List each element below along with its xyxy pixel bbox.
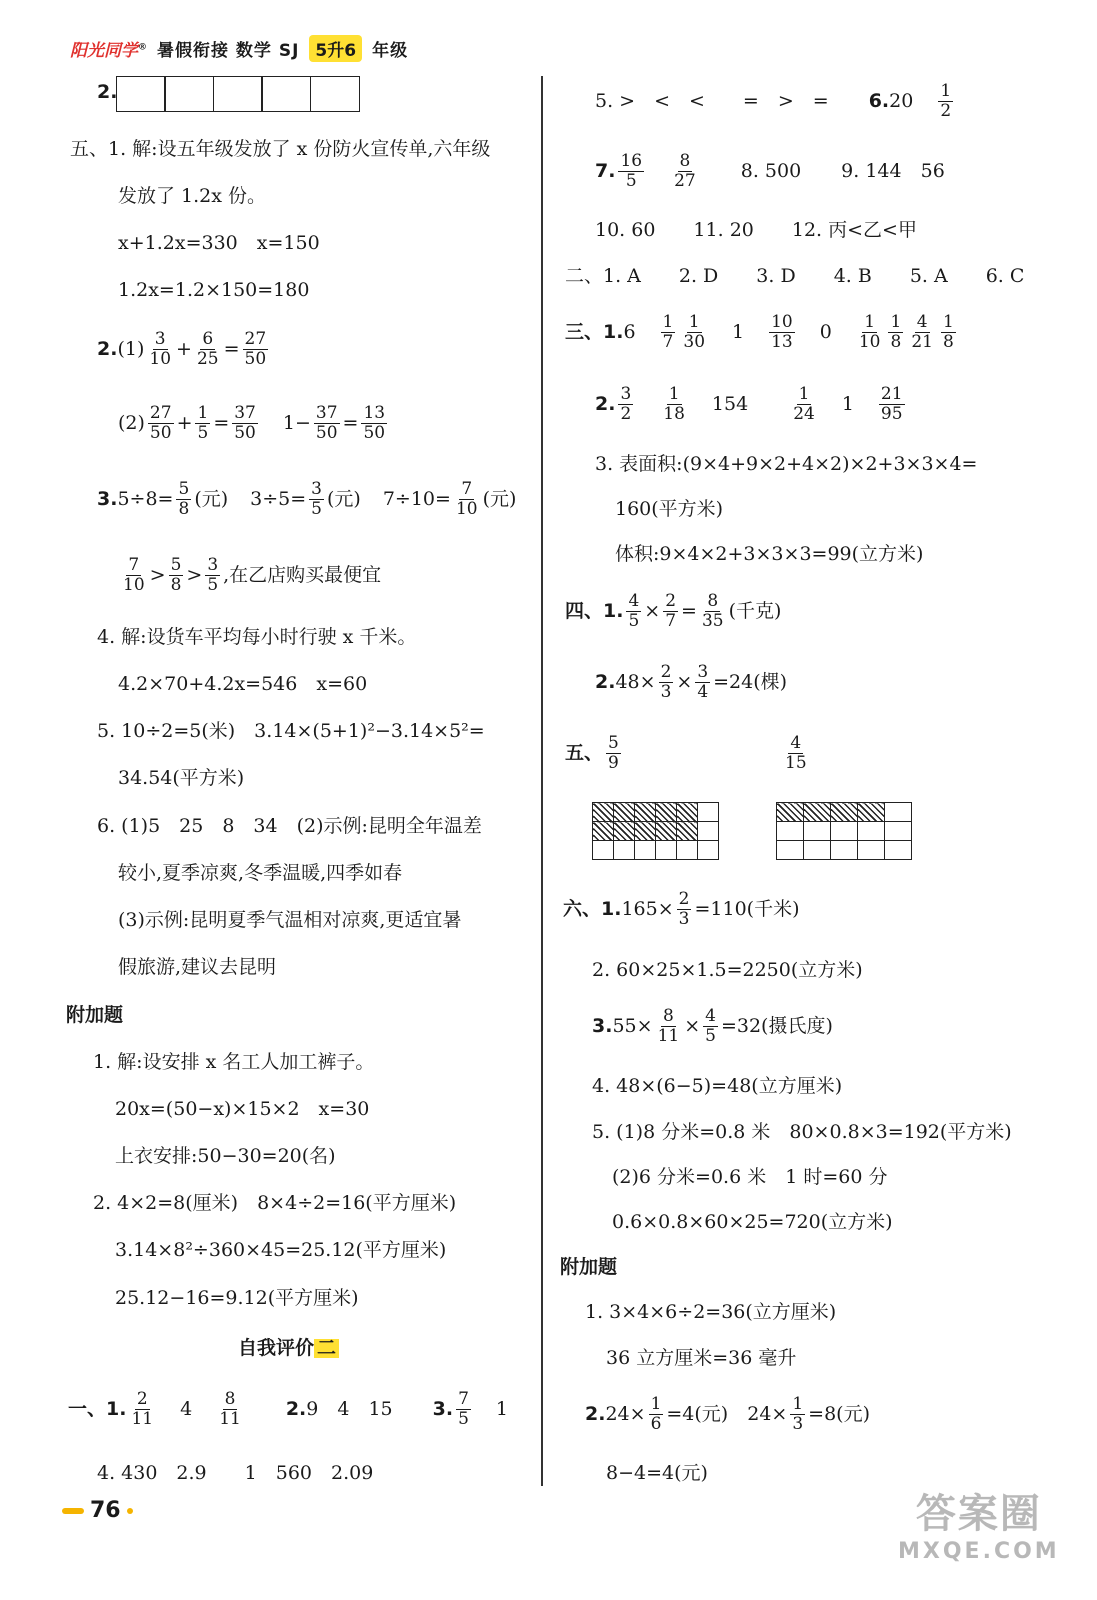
answer-boxes — [117, 76, 360, 112]
answer-line: 发放了 1.2x 份。 — [118, 185, 267, 207]
section-title: 附加题 — [560, 1256, 618, 1278]
answer-line: 假旅游,建议去昆明 — [118, 956, 277, 978]
answer-line: 1. 3×4×6÷2=36(立方厘米) — [585, 1301, 837, 1323]
page-number: 76 — [62, 1498, 133, 1523]
section-title: 附加题 — [66, 1004, 124, 1026]
answer-line: 1. 解:设安排 x 名工人加工裤子。 — [93, 1051, 375, 1073]
answer-line: 三、1. 6 $\frac{1}{7}$ $\frac{1}{30}$ 1 $\frac{10}{13}$ 0 $\frac{1}{10}$ $\frac{1}{8}$ $\frac{4}{21}$ $\frac{1}{8}$ — [565, 312, 954, 352]
answer-line: 一、1. $\frac{2}{11}$ 4 $\frac{8}{11}$ 2. 9 4 15 3. $\frac{7}{5}$ 1 — [68, 1389, 509, 1429]
answer-line: 较小,夏季凉爽,冬季温暖,四季如春 — [118, 862, 403, 884]
answer-line: 3. 5÷8= $\frac{5}{8}$ (元) 3÷5= $\frac{3}{5}$ (元) 7÷10= $\frac{7}{10}$ (元) — [97, 479, 517, 519]
answer-line: 34.54(平方米) — [118, 767, 245, 789]
answer-line: (3)示例:昆明夏季气温相对凉爽,更适宜暑 — [118, 909, 462, 931]
answer-line: 7. $\frac{16}{5}$ $\frac{8}{27}$ 8. 500 9. 144 56 — [595, 151, 945, 191]
answer-line: 3.14×8²÷360×45=25.12(平方厘米) — [115, 1239, 447, 1261]
grade-suffix: 年级 — [372, 40, 409, 61]
answer-line: 1.2x=1.2×150=180 — [118, 279, 310, 301]
brand-logo: 阳光同学® — [70, 40, 147, 61]
answer-line: 五、 $\frac{5}{9}$ — [565, 733, 619, 773]
answer-line: 6. (1)5 25 8 34 (2)示例:昆明全年温差 — [97, 815, 482, 837]
answer-line: 4. 解:设货车平均每小时行驶 x 千米。 — [97, 626, 417, 648]
answer-line: 2. 24× $\frac{1}{6}$ =4(元) 24× $\frac{1}{3}$ =8(元) — [585, 1394, 870, 1434]
answer-line: 4. 48×(6−5)=48(立方厘米) — [592, 1075, 843, 1097]
answer-line: 上衣安排:50−30=20(名) — [115, 1145, 336, 1167]
answer-line: 2. 48× $\frac{2}{3}$ × $\frac{3}{4}$ =24(棵) — [595, 662, 788, 702]
answer-line: 2. $\frac{3}{2}$ $\frac{1}{18}$ 154 $\frac{1}{24}$ 1 $\frac{21}{95}$ — [595, 384, 903, 424]
answer-line: 0.6×0.8×60×25=720(立方米) — [612, 1211, 893, 1233]
answer-line: 5. > < < = > = 6. 20 $\frac{1}{2}$ — [595, 81, 952, 121]
header-title: 暑假衔接 数学 SJ — [157, 40, 300, 61]
answer-line: 20x=(50−x)×15×2 x=30 — [115, 1098, 370, 1120]
fraction-grid-diagram — [592, 802, 719, 860]
answer-line: 5. 10÷2=5(米) 3.14×(5+1)²−3.14×5²= — [97, 720, 485, 742]
column-divider — [541, 76, 543, 1486]
answer-line: 2. 4×2=8(厘米) 8×4÷2=16(平方厘米) — [93, 1192, 457, 1214]
answer-line: 25.12−16=9.12(平方厘米) — [115, 1287, 359, 1309]
answer-line: 四、1. $\frac{4}{5}$ × $\frac{2}{7}$ = $\frac{8}{35}$ (千克) — [565, 591, 782, 631]
q2-label: 2. — [97, 81, 118, 103]
answer-line: 五、1. 解:设五年级发放了 x 份防火宣传单,六年级 — [70, 138, 491, 160]
answer-line: x+1.2x=330 x=150 — [118, 232, 320, 254]
section-title: 自我评价 二 — [238, 1339, 339, 1358]
answer-line: 8−4=4(元) — [606, 1462, 708, 1484]
answer-line: 160(平方米) — [615, 498, 724, 520]
answer-line: 3. 表面积:(9×4+9×2+4×2)×2+3×3×4= — [595, 453, 978, 475]
answer-line: 二、1. A 2. D 3. D 4. B 5. A 6. C — [565, 265, 1025, 287]
section-number: 二 — [314, 1339, 339, 1358]
answer-line: 36 立方厘米=36 毫升 — [606, 1347, 797, 1369]
answer-line: (2) $\frac{27}{50}$ + $\frac{1}{5}$ = $\frac{37}{50}$ 1− $\frac{37}{50}$ = $\frac{13}{50}$ — [118, 403, 386, 443]
answer-line: 5. (1)8 分米=0.8 米 80×0.8×3=192(平方米) — [592, 1121, 1012, 1143]
page-header — [70, 34, 408, 62]
answer-line: $\frac{4}{15}$ — [785, 733, 807, 773]
answer-line: 10. 60 11. 20 12. 丙<乙<甲 — [595, 219, 917, 241]
answer-line: 3. 55× $\frac{8}{11}$ × $\frac{4}{5}$ =32(摄氏度) — [592, 1006, 833, 1046]
answer-line: 4. 430 2.9 1 560 2.09 — [97, 1462, 374, 1484]
answer-line: 4.2×70+4.2x=546 x=60 — [118, 673, 368, 695]
answer-line: $\frac{7}{10}$ > $\frac{5}{8}$ > $\frac{3}{5}$ ,在乙店购买最便宜 — [123, 555, 382, 595]
grade-badge: 5升6 — [309, 35, 362, 62]
watermark: 答案圈 MXQE.COM — [898, 1491, 1060, 1564]
answer-line: 2. (1) $\frac{3}{10}$ + $\frac{6}{25}$ = $\frac{27}{50}$ — [97, 329, 267, 369]
answer-line: (2)6 分米=0.6 米 1 时=60 分 — [612, 1166, 888, 1188]
fraction-grid-diagram — [776, 802, 912, 860]
answer-line: 2. 60×25×1.5=2250(立方米) — [592, 959, 863, 981]
answer-line: 六、1. 165× $\frac{2}{3}$ =110(千米) — [563, 889, 800, 929]
answer-line: 体积:9×4×2+3×3×3=99(立方米) — [615, 543, 924, 565]
